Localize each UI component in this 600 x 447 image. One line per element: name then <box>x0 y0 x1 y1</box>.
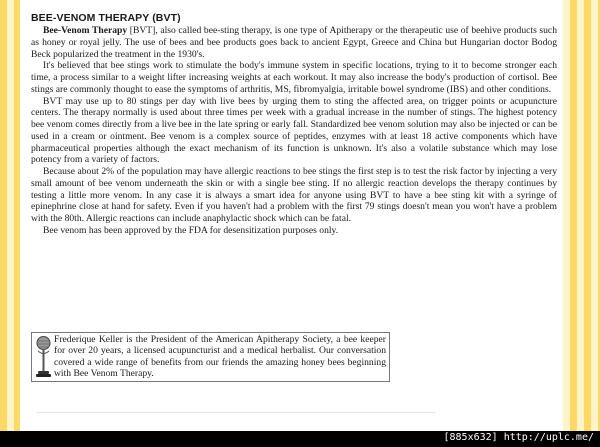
page-divider <box>36 412 436 413</box>
paragraph-2: It's believed that bee stings work to stimulate the body's immune system in specific locations, trying to it to become stronger each time, a process similar to a weight lifter increasing weights at each workout. It may also increase the body's production of cortisol. Bee stings are commonly thought to ease the symptoms of arthritis, MS, fibromyalgia, irritable bowel syndrome (IBS) and other conditions. <box>31 60 557 95</box>
article-heading: BEE-VENOM THERAPY (BVT) <box>31 12 181 24</box>
paragraph-text: [BVT], also called bee-sting therapy, is one type of Apitherapy or the therapeutic use of beehive products such as honey or royal jelly. The use of bees and bee products goes back to ancient Egypt, Greece and China but Hungarian doctor Bodog Beck popularized the treatment in the 1930's. <box>31 25 557 60</box>
article-body <box>31 12 557 237</box>
paragraph-1 <box>31 25 557 60</box>
microphone-icon <box>35 336 52 378</box>
viewer-status-bar <box>0 431 600 447</box>
right-stripe-border <box>563 0 600 431</box>
paragraph-4: Because about 2% of the population may have allergic reactions to bee stings the first step is to test the risk factor by injecting a very small amount of bee venom underneath the skin or with a single bee sting. If no allergic reaction develops the therapy continues by testing a little more venom. In any case it is always a smart idea for anyone using BVT to have a bee sting kit with a syringe of epinephrine close at hand for safety. Even if you haven't had a problem with the first 79 stings doesn't mean you won't have a problem with the 80th. Allergic reactions can include anaphylactic shock which can be fatal. <box>31 166 557 224</box>
paragraph-5: Bee venom has been approved by the FDA for desensitization purposes only. <box>43 224 339 236</box>
paragraph-lead: Bee-Venom Therapy <box>43 25 128 36</box>
left-stripe-border <box>0 0 20 431</box>
guest-bio-text: Frederique Keller is the President of the American Apitherapy Society, a bee keeper for over 20 years, a licensed acupuncturist and a medical herbalist. Our conversation covered a wide range of benefits from our friends the amazing honey bees beginning with Bee Venom Therapy. <box>54 334 386 379</box>
guest-bio-box <box>31 332 390 382</box>
image-info-label: [885x632] http://uplc.me/ <box>443 432 594 443</box>
paragraph-3: BVT may use up to 80 stings per day with live bees by urging them to sting the affected area, on trigger points or acupuncture centers. The therapy normally is used about three times per week with a gradual increase in the number of stings. The highest potency bee venom comes directly from a live bee in the late spring or early fall. Standardized bee venom solution may also be injected or can be used in a cream or ointment. Bee venom is a complex source of peptides, enzymes with at least 18 active components which have pharmaceutical properties although the exact mechanism of its function is unknown. It's also a volatile substance which may lose potency from a variety of factors. <box>31 95 557 166</box>
